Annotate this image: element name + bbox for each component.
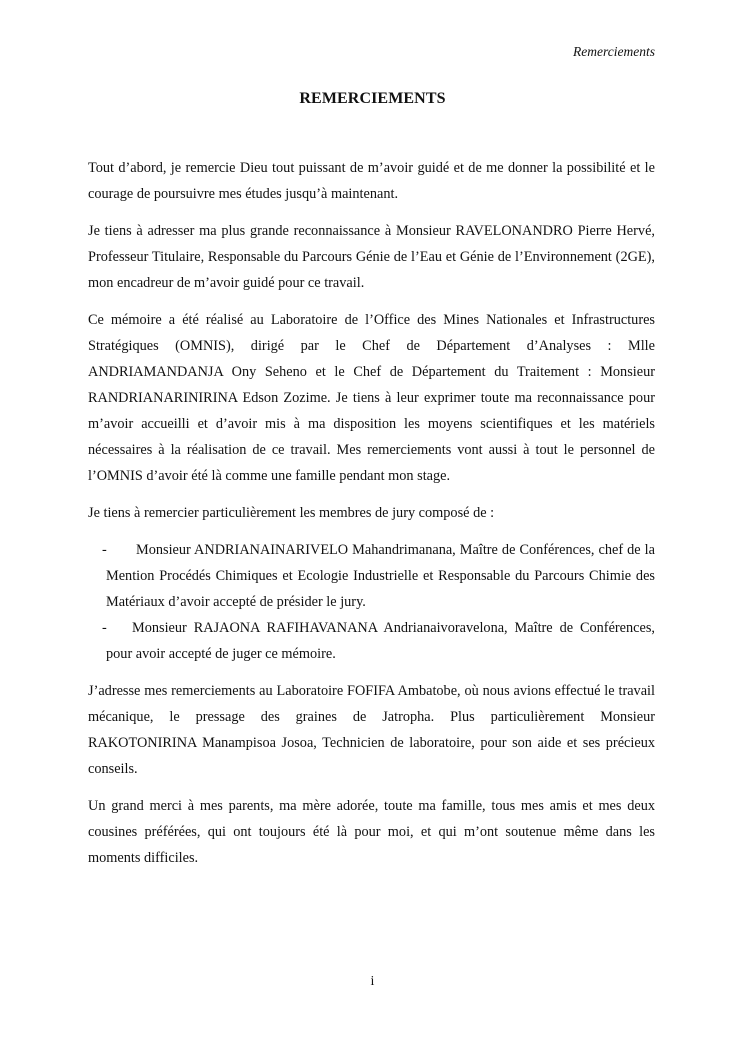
list-item: - Monsieur ANDRIANAINARIVELO Mahandrimanana, Maître de Conférences, chef de la Mention Procédés Chimiques et Ecologie Industrielle et Responsable du Parcours Chimie des Matériaux d’avoir accepté de présider le jury.	[88, 537, 655, 615]
list-item: - Monsieur RAJAONA RAFIHAVANANA Andrianaivoravelona, Maître de Conférences, pour avoir accepté de juger ce mémoire.	[88, 615, 655, 667]
list-item-text: Monsieur RAJAONA RAFIHAVANANA Andrianaivoravelona, Maître de Conférences, pour avoir accepté de juger ce mémoire.	[106, 620, 655, 662]
paragraph-laboratory: Ce mémoire a été réalisé au Laboratoire de l’Office des Mines Nationales et Infrastructures Stratégiques (OMNIS), dirigé par le Chef de Département d’Analyses : Mlle ANDRIAMANDANJA Ony Seheno et le Chef de Département du Traitement : Monsieur RANDRIANARINIRINA Edson Zozime. Je tiens à leur exprimer toute ma reconnaissance pour m’avoir accueilli et d’avoir mis à ma disposition les moyens scientifiques et les matériels nécessaires à la réalisation de ce travail. Mes remerciements vont aussi à tout le personnel de l’OMNIS d’avoir été là comme une famille pendant mon stage.	[88, 312, 655, 484]
list-item-text: Monsieur ANDRIANAINARIVELO Mahandrimanana, Maître de Conférences, chef de la Mention Procédés Chimiques et Ecologie Industrielle et Responsable du Parcours Chimie des Matériaux d’avoir accepté de présider le jury.	[106, 542, 655, 610]
jury-list	[88, 537, 655, 667]
paragraph-jury-intro: Je tiens à remercier particulièrement les membres de jury composé de :	[88, 505, 495, 521]
page-number: i	[370, 974, 375, 989]
paragraph-supervisor: Je tiens à adresser ma plus grande reconnaissance à Monsieur RAVELONANDRO Pierre Hervé, Professeur Titulaire, Responsable du Parcours Génie de l’Eau et Génie de l’Environnement (2GE), mon encadreur de m’avoir guidé pour ce travail.	[88, 223, 655, 291]
running-header: Remerciements	[573, 44, 655, 59]
paragraph-intro: Tout d’abord, je remercie Dieu tout puissant de m’avoir guidé et de me donner la possibilité et le courage de poursuivre mes études jusqu’à maintenant.	[88, 160, 655, 202]
acknowledgements-body	[88, 155, 655, 882]
page-title: REMERCIEMENTS	[299, 90, 446, 107]
paragraph-family: Un grand merci à mes parents, ma mère adorée, toute ma famille, tous mes amis et mes deux cousines préférées, qui ont toujours été là pour moi, et qui m’ont soutenue même dans les moments difficiles.	[88, 798, 655, 866]
paragraph-fofifa: J’adresse mes remerciements au Laboratoire FOFIFA Ambatobe, où nous avions effectué le travail mécanique, le pressage des graines de Jatropha. Plus particulièrement Monsieur RAKOTONIRINA Manampisoa Josoa, Technicien de laboratoire, pour son aide et ses précieux conseils.	[88, 683, 655, 777]
